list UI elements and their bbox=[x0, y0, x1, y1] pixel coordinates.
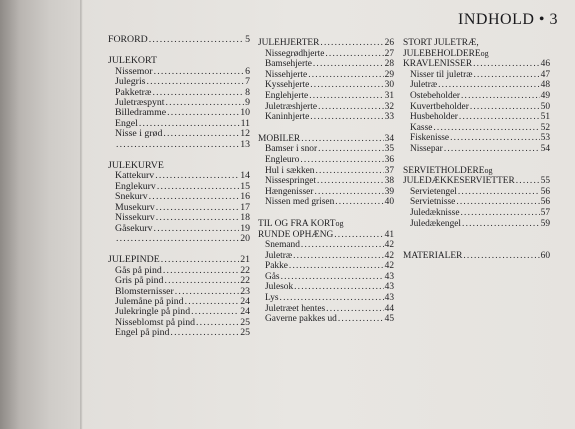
toc-entry-title: Lys bbox=[265, 293, 279, 304]
toc-entry-title: Nissemor bbox=[115, 65, 153, 77]
toc-page-number: 25 bbox=[240, 316, 250, 328]
toc-page-number: 24 bbox=[240, 306, 250, 318]
toc-section-title bbox=[258, 219, 394, 230]
toc-dot-leader bbox=[314, 187, 383, 198]
section-gap bbox=[403, 240, 550, 251]
toc-entry bbox=[403, 112, 550, 123]
toc-entry bbox=[403, 91, 550, 102]
toc-entry-title: JULEDÆKKESERVIETTER bbox=[403, 176, 515, 187]
toc-entry bbox=[108, 140, 250, 150]
toc-page-number: 34 bbox=[384, 133, 394, 144]
toc-entry-title: Nissespringet bbox=[265, 176, 317, 187]
section-gap bbox=[258, 208, 394, 219]
toc-page-number: 50 bbox=[540, 101, 550, 112]
toc-dot-leader bbox=[156, 203, 239, 213]
toc-entry bbox=[403, 133, 550, 144]
toc-conjunction: og bbox=[480, 48, 489, 58]
toc-entry-title: Juletræspynt bbox=[115, 97, 165, 109]
toc-dot-leader bbox=[185, 297, 240, 307]
toc-page-number: 29 bbox=[384, 69, 394, 80]
toc-entry-title: Servietnisse bbox=[410, 197, 456, 208]
toc-dot-leader bbox=[152, 88, 244, 98]
toc-conjunction: og bbox=[335, 218, 344, 228]
toc-entry bbox=[108, 234, 250, 244]
toc-page-number: 14 bbox=[240, 170, 250, 182]
toc-entry-title: Engel på pind bbox=[115, 327, 170, 339]
toc-page-number: 53 bbox=[540, 133, 550, 144]
toc-page-number: 42 bbox=[384, 240, 394, 251]
toc-page-number: 42 bbox=[384, 261, 394, 272]
toc-entry bbox=[258, 102, 394, 113]
toc-dot-leader bbox=[163, 266, 239, 276]
toc-entry bbox=[258, 314, 394, 325]
toc-dot-leader bbox=[167, 108, 239, 118]
toc-dot-leader bbox=[318, 144, 384, 155]
toc-entry-title: Juletræ bbox=[410, 80, 438, 91]
toc-page-number: 59 bbox=[540, 218, 550, 229]
toc-entry-title: Juledæknisse bbox=[410, 207, 460, 218]
toc-dot-leader bbox=[175, 287, 239, 297]
toc-dot-leader bbox=[301, 134, 383, 145]
toc-entry-title: Ostebeholder bbox=[410, 90, 460, 101]
toc-dot-leader bbox=[154, 67, 245, 77]
toc-page-number: 25 bbox=[240, 327, 250, 339]
toc-dot-leader bbox=[149, 35, 244, 45]
toc-entry bbox=[258, 304, 394, 315]
toc-entry-title: Bamsehjerte bbox=[265, 59, 312, 70]
toc-entry bbox=[108, 328, 250, 338]
toc-dot-leader bbox=[438, 80, 540, 91]
page-heading: INDHOLD • 3 bbox=[458, 11, 558, 28]
toc-page-number: 16 bbox=[240, 191, 250, 203]
toc-dot-leader bbox=[458, 187, 540, 198]
toc-entry-title: Pakketræ bbox=[115, 86, 152, 98]
toc-entry-title: Hul i sækken bbox=[265, 165, 315, 176]
toc-dot-leader bbox=[334, 230, 383, 241]
toc-entry-title: Julemåne på pind bbox=[115, 295, 184, 307]
toc-section-title bbox=[258, 134, 394, 145]
toc-entry bbox=[258, 293, 394, 304]
spine-shadow bbox=[80, 0, 83, 429]
toc-entry bbox=[258, 197, 394, 208]
toc-entry bbox=[403, 123, 550, 134]
toc-entry-title: Fiskenisse bbox=[410, 133, 450, 144]
toc-entry-title: Kasse bbox=[410, 122, 433, 133]
toc-page-number: 24 bbox=[240, 295, 250, 307]
toc-entry-title: MATERIALER bbox=[403, 251, 463, 262]
toc-page-number: 6 bbox=[245, 65, 250, 77]
toc-entry-title: Gris på pind bbox=[115, 275, 164, 287]
toc-entry bbox=[108, 129, 250, 139]
toc-dot-leader bbox=[450, 133, 540, 144]
toc-section-title bbox=[258, 38, 394, 49]
toc-page-number: 47 bbox=[540, 69, 550, 80]
toc-entry bbox=[403, 197, 550, 208]
toc-entry bbox=[258, 80, 394, 91]
section-gap bbox=[258, 123, 394, 134]
toc-entry-title: Servietengel bbox=[410, 186, 457, 197]
toc-dot-leader bbox=[116, 234, 239, 244]
toc-entry-title: Englekurv bbox=[115, 180, 156, 192]
toc-section-title bbox=[403, 38, 550, 49]
toc-entry-title: Kyssehjerte bbox=[265, 80, 310, 91]
toc-section-title bbox=[108, 35, 250, 45]
toc-entry-title: TIL OG FRA KORT bbox=[258, 218, 336, 229]
toc-column-3 bbox=[403, 38, 550, 262]
toc-entry bbox=[258, 251, 394, 262]
toc-page-number: 22 bbox=[240, 264, 250, 276]
toc-entry-title: Bamser i snor bbox=[265, 144, 318, 155]
toc-entry-title: Nissekurv bbox=[115, 212, 155, 224]
toc-dot-leader bbox=[309, 91, 383, 102]
toc-entry-title: Kattekurv bbox=[115, 170, 155, 182]
toc-page-number: 26 bbox=[384, 38, 394, 48]
toc-entry-title: Juledækengel bbox=[410, 218, 462, 229]
toc-page-number: 11 bbox=[240, 117, 250, 129]
toc-entry bbox=[403, 80, 550, 91]
toc-dot-leader bbox=[315, 166, 383, 177]
toc-column-1 bbox=[108, 35, 250, 339]
toc-page-number: 18 bbox=[240, 212, 250, 224]
toc-column-2 bbox=[258, 38, 394, 325]
toc-entry bbox=[258, 70, 394, 81]
toc-entry-title: Nisseblomst på pind bbox=[115, 316, 196, 328]
toc-page-number: 12 bbox=[240, 128, 250, 140]
toc-dot-leader bbox=[338, 314, 384, 325]
toc-page-number: 55 bbox=[540, 176, 550, 187]
toc-dot-leader bbox=[149, 192, 240, 202]
toc-entry-title: JULEHJERTER bbox=[258, 38, 320, 48]
toc-entry bbox=[403, 102, 550, 113]
toc-dot-leader bbox=[164, 276, 239, 286]
toc-entry-title: Nissehjerte bbox=[265, 69, 308, 80]
toc-dot-leader bbox=[325, 49, 383, 60]
toc-entry-title: Julekringle på pind bbox=[115, 306, 191, 318]
toc-dot-leader bbox=[462, 219, 540, 230]
toc-entry-title: Musekurv bbox=[115, 201, 155, 213]
toc-dot-leader bbox=[301, 240, 384, 251]
toc-page-number: 52 bbox=[540, 122, 550, 133]
toc-dot-leader bbox=[460, 208, 539, 219]
toc-section-title bbox=[403, 166, 550, 177]
toc-entry-title: Gaverne pakkes ud bbox=[265, 314, 337, 325]
toc-entry bbox=[403, 219, 550, 230]
toc-page-number: 42 bbox=[384, 250, 394, 261]
toc-page-number: 8 bbox=[245, 86, 250, 98]
toc-page-number: 5 bbox=[245, 34, 250, 45]
toc-entry bbox=[258, 176, 394, 187]
toc-entry-title: Blomsternisser bbox=[115, 285, 174, 297]
toc-entry-title: Snemand bbox=[265, 240, 300, 251]
toc-section-title bbox=[403, 251, 550, 262]
toc-dot-leader bbox=[191, 307, 239, 317]
toc-entry bbox=[258, 59, 394, 70]
toc-entry-title: FORORD bbox=[108, 34, 148, 45]
toc-dot-leader bbox=[300, 155, 383, 166]
toc-entry bbox=[258, 155, 394, 166]
toc-page-number: 21 bbox=[240, 254, 250, 266]
toc-page-number: 56 bbox=[540, 186, 550, 197]
toc-dot-leader bbox=[444, 144, 540, 155]
toc-dot-leader bbox=[161, 255, 240, 265]
toc-entry-title: JULEBEHOLDERE bbox=[403, 48, 481, 59]
toc-page-number: 10 bbox=[240, 107, 250, 119]
toc-entry bbox=[108, 276, 250, 286]
toc-dot-leader bbox=[196, 318, 239, 328]
toc-dot-leader bbox=[170, 328, 239, 338]
toc-dot-leader bbox=[155, 171, 239, 181]
toc-page-number: 51 bbox=[540, 112, 550, 123]
toc-page-number: 28 bbox=[384, 59, 394, 70]
toc-entry-title: Nisser til juletræ bbox=[410, 69, 473, 80]
toc-dot-leader bbox=[154, 224, 240, 234]
toc-dot-leader bbox=[326, 304, 383, 315]
toc-dot-leader bbox=[473, 59, 540, 70]
toc-entry bbox=[258, 166, 394, 177]
toc-entry-title: Gåsekurv bbox=[115, 222, 153, 234]
toc-entry-title: KRAVLENISSER bbox=[403, 59, 473, 70]
toc-entry bbox=[403, 187, 550, 198]
toc-dot-leader bbox=[335, 197, 383, 208]
toc-entry bbox=[258, 112, 394, 123]
toc-page-number: 27 bbox=[384, 48, 394, 59]
toc-dot-leader bbox=[310, 112, 383, 123]
toc-dot-leader bbox=[281, 272, 384, 283]
toc-dot-leader bbox=[320, 38, 383, 49]
toc-page-number: 30 bbox=[384, 80, 394, 91]
toc-entry-title: Julesok bbox=[265, 282, 294, 293]
toc-page-number: 23 bbox=[240, 285, 250, 297]
toc-dot-leader bbox=[156, 213, 239, 223]
toc-entry-title: Pakke bbox=[265, 261, 288, 272]
toc-page-number: 43 bbox=[384, 293, 394, 304]
toc-entry bbox=[258, 49, 394, 60]
toc-entry bbox=[258, 272, 394, 283]
toc-page-number: 57 bbox=[540, 207, 550, 218]
toc-dot-leader bbox=[317, 176, 384, 187]
toc-dot-leader bbox=[310, 80, 383, 91]
toc-entry bbox=[403, 208, 550, 219]
toc-dot-leader bbox=[433, 123, 539, 134]
toc-page-number: 56 bbox=[540, 197, 550, 208]
toc-entry-title: JULEPINDE bbox=[108, 254, 160, 266]
toc-entry bbox=[258, 144, 394, 155]
toc-entry-title: JULEKORT bbox=[108, 55, 157, 67]
toc-entry-title: Engleuro bbox=[265, 154, 300, 165]
toc-page-number: 36 bbox=[384, 154, 394, 165]
toc-page-number: 54 bbox=[540, 143, 550, 154]
toc-entry bbox=[258, 91, 394, 102]
toc-entry bbox=[258, 187, 394, 198]
toc-dot-leader bbox=[463, 251, 539, 262]
toc-section-title bbox=[258, 230, 394, 241]
toc-entry-title: Juletræ bbox=[265, 250, 293, 261]
toc-entry-title: JULEKURVE bbox=[108, 160, 164, 172]
toc-dot-leader bbox=[313, 59, 384, 70]
toc-dot-leader bbox=[470, 102, 540, 113]
toc-entry-title: Hængenisser bbox=[265, 186, 314, 197]
toc-entry-title: Juletræet hentes bbox=[265, 303, 326, 314]
toc-page-number: 9 bbox=[245, 97, 250, 109]
toc-dot-leader bbox=[318, 102, 384, 113]
toc-page-number: 48 bbox=[540, 80, 550, 91]
toc-page-number: 13 bbox=[240, 138, 250, 150]
toc-entry-title: Husbeholder bbox=[410, 112, 458, 123]
toc-entry-title: Snekurv bbox=[115, 191, 148, 203]
toc-conjunction: og bbox=[484, 165, 493, 175]
toc-page-number: 60 bbox=[540, 251, 550, 262]
toc-section-title bbox=[403, 59, 550, 70]
toc-entry bbox=[258, 261, 394, 272]
toc-entry-title: MOBILER bbox=[258, 133, 301, 144]
toc-entry-title: Englehjerte bbox=[265, 90, 309, 101]
toc-entry-title: Juletræshjerte bbox=[265, 101, 318, 112]
toc-page-number: 35 bbox=[384, 144, 394, 155]
toc-entry bbox=[403, 70, 550, 81]
toc-dot-leader bbox=[516, 176, 540, 187]
toc-entry bbox=[403, 144, 550, 155]
toc-dot-leader bbox=[461, 91, 540, 102]
toc-dot-leader bbox=[308, 70, 383, 81]
toc-page-number: 39 bbox=[384, 186, 394, 197]
toc-page-number: 7 bbox=[245, 76, 250, 88]
toc-entry-title: Nissen med grisen bbox=[265, 197, 335, 208]
toc-page-number: 43 bbox=[384, 282, 394, 293]
toc-dot-leader bbox=[166, 98, 245, 108]
toc-dot-leader bbox=[163, 129, 239, 139]
toc-entry-title: SERVIETHOLDERE bbox=[403, 165, 485, 176]
toc-section-title bbox=[403, 49, 550, 60]
toc-page-number: 20 bbox=[240, 232, 250, 244]
toc-entry-title: RUNDE OPHÆNG bbox=[258, 229, 334, 240]
toc-page-number: 46 bbox=[540, 59, 550, 70]
toc-dot-leader bbox=[459, 112, 540, 123]
toc-page-number: 37 bbox=[384, 165, 394, 176]
toc-entry bbox=[108, 224, 250, 234]
toc-page-number: 31 bbox=[384, 90, 394, 101]
toc-page-number: 33 bbox=[384, 112, 394, 123]
toc-dot-leader bbox=[157, 182, 239, 192]
toc-entry-title: Gås bbox=[265, 271, 280, 282]
toc-dot-leader bbox=[293, 251, 384, 262]
toc-entry bbox=[108, 213, 250, 223]
toc-dot-leader bbox=[294, 282, 384, 293]
toc-dot-leader bbox=[474, 70, 540, 81]
toc-dot-leader bbox=[456, 197, 539, 208]
toc-entry bbox=[258, 282, 394, 293]
toc-entry-title: Nisse i grød bbox=[115, 128, 163, 140]
toc-dot-leader bbox=[289, 261, 384, 272]
toc-entry-title: Gås på pind bbox=[115, 264, 162, 276]
toc-page-number: 38 bbox=[384, 176, 394, 187]
toc-entry-title: Julegris bbox=[115, 76, 146, 88]
toc-page-number: 41 bbox=[384, 229, 394, 240]
book-spine bbox=[0, 0, 82, 429]
toc-entry-title: STORT JULETRÆ, bbox=[403, 38, 479, 48]
toc-page-number: 40 bbox=[384, 197, 394, 208]
section-gap bbox=[403, 155, 550, 166]
toc-entry-title: Kaninhjerte bbox=[265, 112, 310, 123]
toc-page-number: 44 bbox=[384, 303, 394, 314]
toc-page-number: 32 bbox=[384, 101, 394, 112]
toc-entry-title: Nissepar bbox=[410, 143, 443, 154]
toc-entry bbox=[258, 240, 394, 251]
toc-entry-title: Billedramme bbox=[115, 107, 167, 119]
toc-section-title bbox=[403, 176, 550, 187]
section-gap bbox=[403, 229, 550, 240]
toc-entry-title: Engel bbox=[115, 117, 138, 129]
toc-dot-leader bbox=[116, 140, 239, 150]
toc-dot-leader bbox=[146, 77, 244, 87]
toc-page-number: 15 bbox=[240, 180, 250, 192]
toc-page-number: 17 bbox=[240, 201, 250, 213]
toc-page-number: 43 bbox=[384, 271, 394, 282]
toc-page-number: 49 bbox=[540, 90, 550, 101]
toc-page-number: 22 bbox=[240, 275, 250, 287]
toc-entry-title: Kuvertbeholder bbox=[410, 101, 469, 112]
toc-page-number: 19 bbox=[240, 222, 250, 234]
toc-page-number: 45 bbox=[384, 314, 394, 325]
toc-entry-title: Nissegrødhjerte bbox=[265, 48, 325, 59]
toc-dot-leader bbox=[280, 293, 384, 304]
